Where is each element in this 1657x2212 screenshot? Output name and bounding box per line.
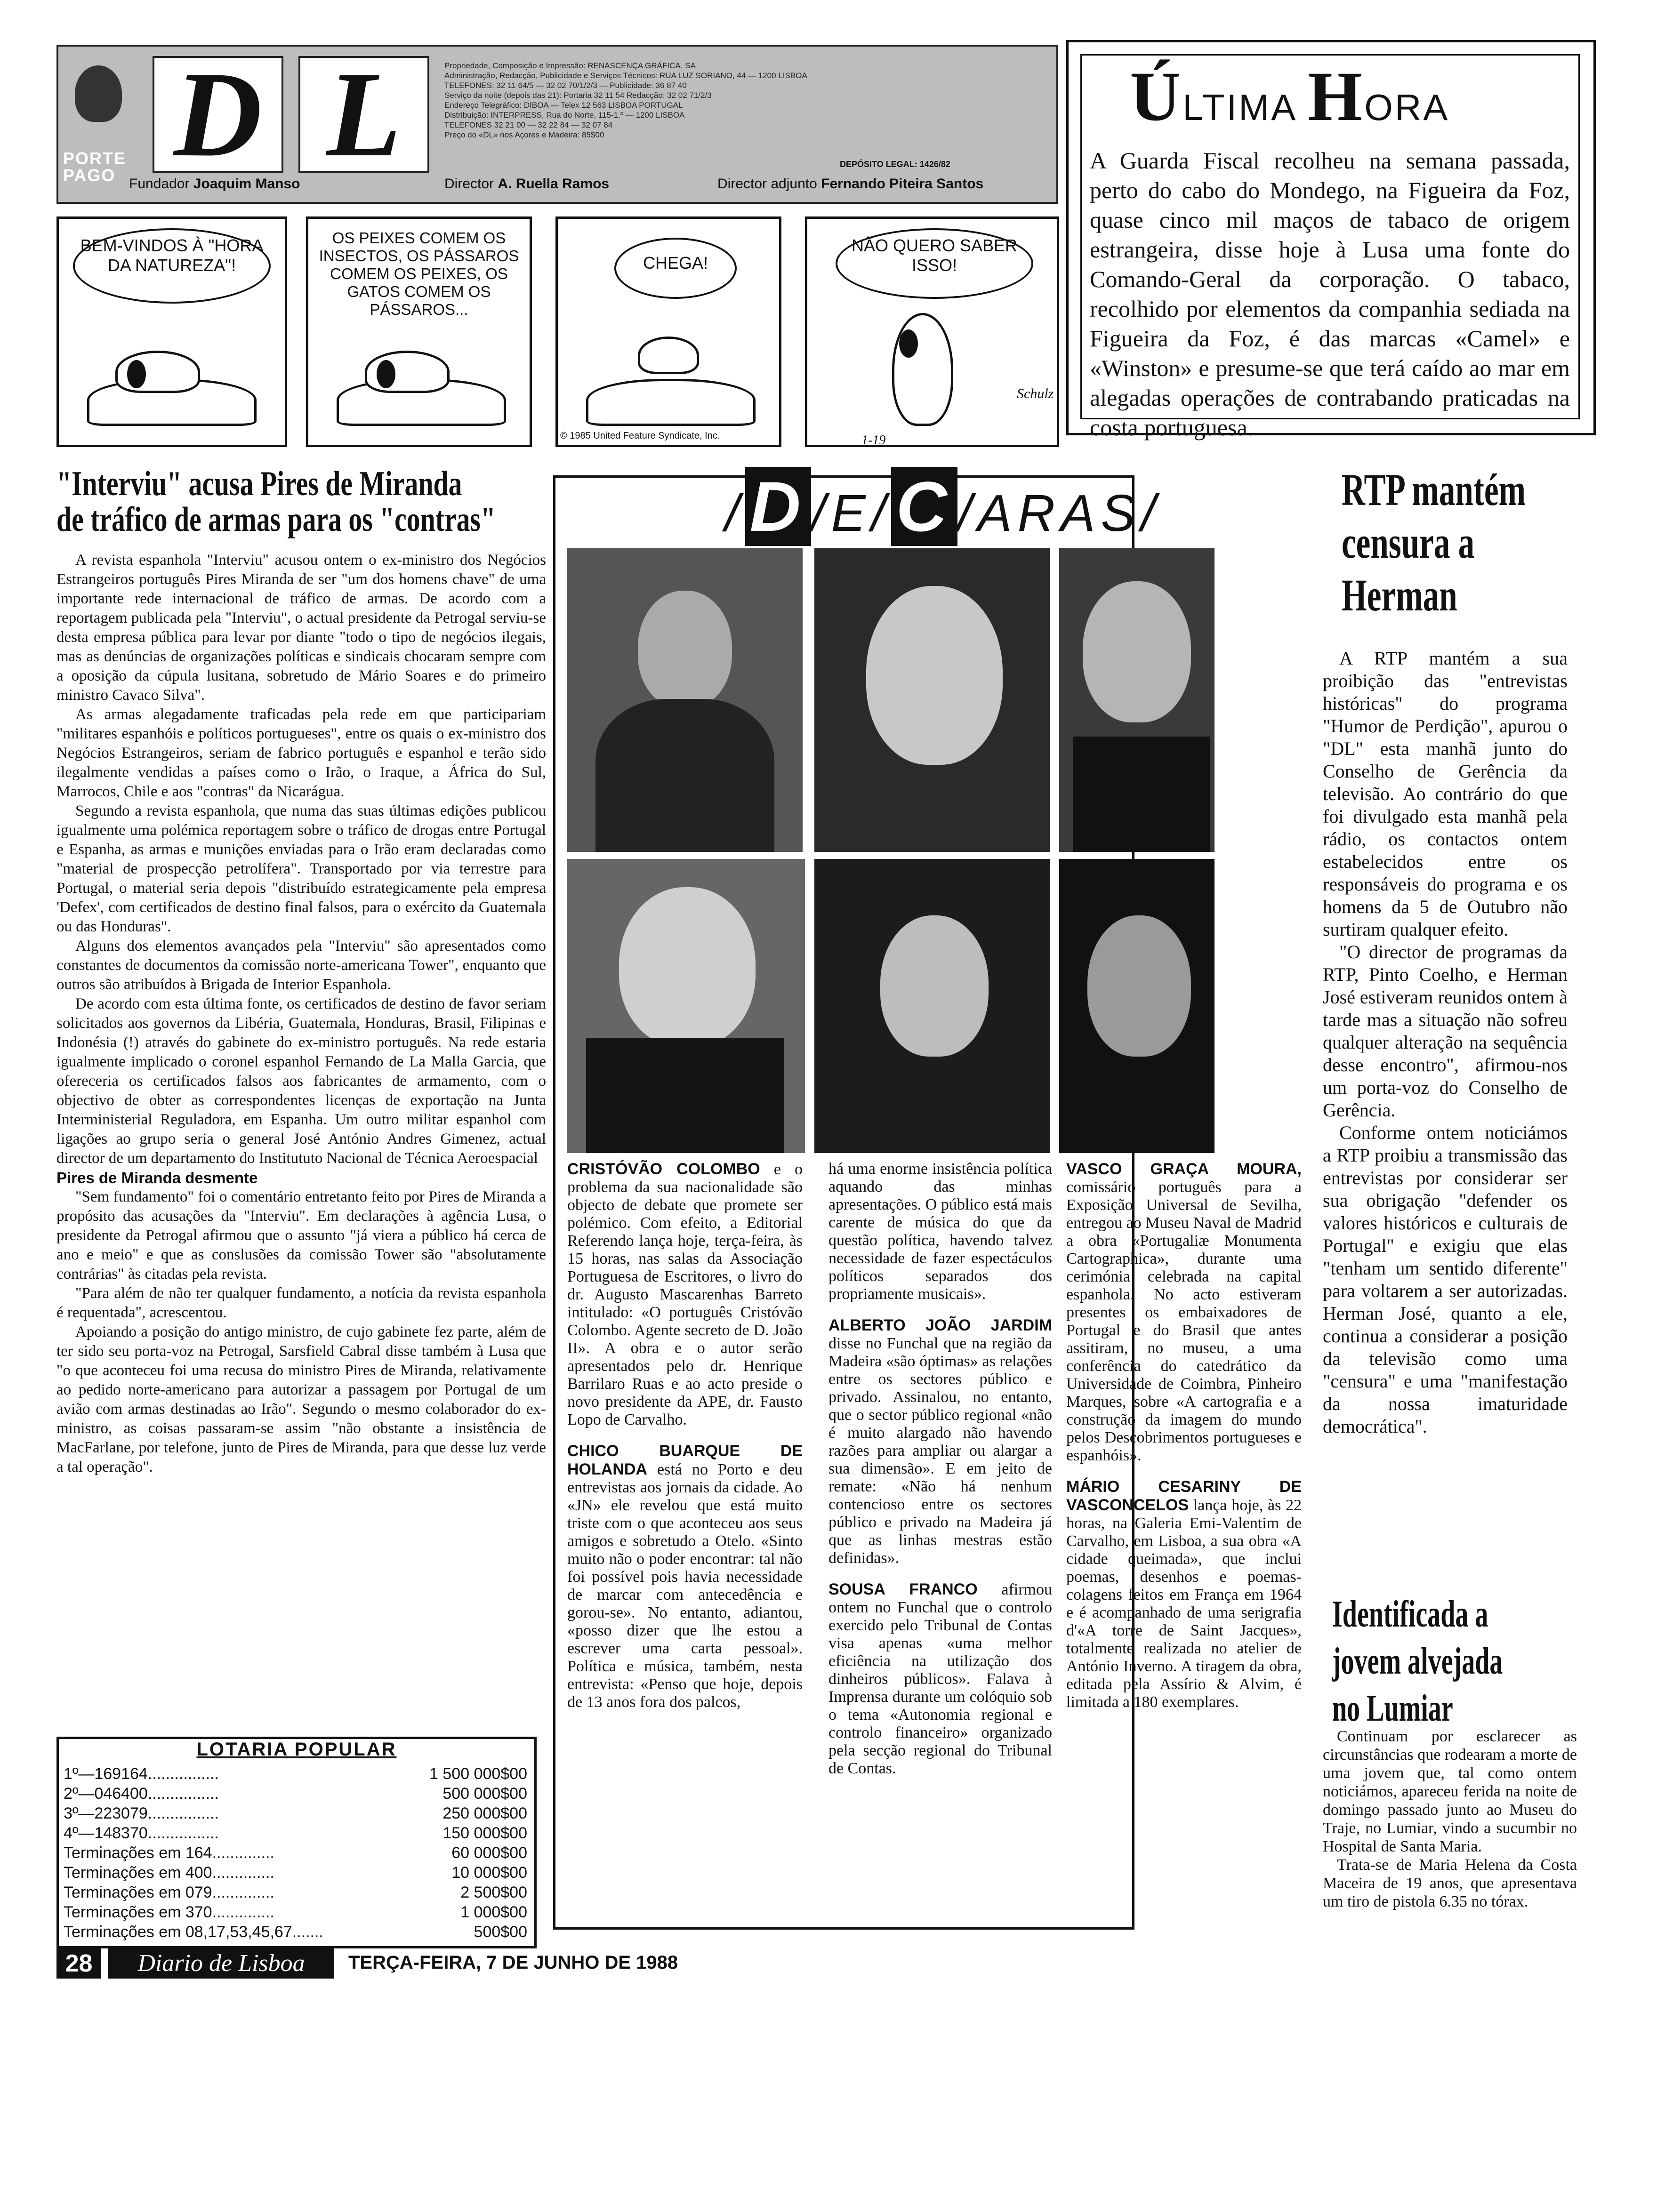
comic-panel-2 bbox=[306, 216, 532, 447]
page-footer bbox=[56, 1948, 904, 1981]
article-paragraph: Conforme ontem noticiámos a RTP proibiu a transmissão das entrevistas por considerar ser sua obrigação "defender os valores históricos e culturais de Portugal" e exigiu que elas "tenham um sentido diferente" para voltarem a ser autorizadas. Herman José, quanto a ele, continua a considerar a posição da televisão como uma "censura" e uma "manifestação da nossa imaturidade democrática". bbox=[1323, 1122, 1568, 1437]
porte-pago-label: PORTE PAGO bbox=[63, 149, 127, 185]
fundador-label: Fundador bbox=[129, 176, 190, 192]
article-paragraph: Trata-se de Maria Helena da Costa Maceira de 19 anos, que apresentava um tiro de pistola 6.35 no tórax. bbox=[1323, 1856, 1577, 1910]
caras-person-name: SOUSA FRANCO bbox=[828, 1580, 978, 1598]
caras-item-text: comissário português para a Exposição Universal de Sevilha, entregou ao Museu Naval de Madrid a obra «Portugaliæ Monumenta Cartographica», durante uma cerimónia celebrada na capital espanhola. No acto estiveram presentes os embaixadores de Portugal e do Brasil que antes assitiram, no museu, a uma conferência do catedrático da Universidade de Coimbra, Pinheiro Marques, sobre «A cartografia e a construção da imagem do mundo pelos Descobrimentos portugueses e espanhóis». bbox=[1066, 1178, 1302, 1464]
director-adjunto-name: Fernando Piteira Santos bbox=[821, 176, 984, 192]
director-name: A. Ruella Ramos bbox=[498, 176, 610, 192]
lotaria-row bbox=[64, 1923, 527, 1940]
caras-column-1 bbox=[567, 1160, 803, 1724]
interviu-headline-line-1: "Interviu" acusa Pires de Miranda bbox=[56, 465, 462, 503]
caras-person-name: MÁRIO CESARINY DE VASCONCELOS bbox=[1066, 1478, 1302, 1514]
article-subhead: Pires de Miranda desmente bbox=[56, 1169, 258, 1186]
ultima-hora-title-h: H bbox=[1307, 57, 1365, 136]
director-adjunto-credit bbox=[717, 176, 983, 192]
masthead-info-line: TELEFONES 32 21 00 — 32 22 84 — 32 07 84 bbox=[444, 120, 613, 129]
de-caras-title: /D/E/C/ARAS/ bbox=[725, 467, 1161, 546]
lotaria-row-value: 2 500$00 bbox=[460, 1883, 527, 1901]
caras-item bbox=[828, 1316, 1052, 1567]
caras-person-name: CRISTÓVÃO COLOMBO bbox=[567, 1160, 760, 1178]
photo-alberto-joao-jardim bbox=[1059, 548, 1215, 852]
article-paragraph: De acordo com esta última fonte, os certificados de destino de favor seriam solicitados aos governos da Libéria, Guatemala, Honduras, Brasil, Filipinas e Indonésia (!) através do gabinete do ex-ministro português. Na rede estaria igualmente implicado o coronel espanhol Fernando de La Malla Garcia, que ofereceria os certificados falsos aos fabricantes de armamento, com o objectivo de obter as correspondentes licenças de exportação na Junta Interministerial Reguladora, em Espanha. Um outro militar espanhol com ligações ao grupo seria o general José António Andres Gimenez, actual director de um departamento do Institututo Nacional de Técnica Aeroespacial bbox=[56, 995, 546, 1167]
article-paragraph: Apoiando a posição do antigo ministro, de cujo gabinete fez parte, além de ter sido seu porta-voz na Petrogal, Sarsfield Cabral disse também à Lusa que "o que aconteceu foi uma recusa do ministro Pires de Miranda, relativamente ao pedido norte-americano para autorizar a passagem por Portugal de um avião com armas destinadas ao Irão". Segundo o mesmo colaborador do ex-ministro, as coisas passaram-se assim "não obstante a insistência de MacFarlane, por telefone, junto de Pires de Miranda, para que desse luz verde a tal operação". bbox=[56, 1323, 546, 1475]
caras-item-text: está no Porto e deu entrevistas aos jornais da cidade. Ao «JN» ele revelou que está muito triste com o que aconteceu aos seus amigos e sobretudo a Otelo. «Sinto muito não o poder encontrar: tal não foi possível pois havia necessidade de marcar com antecedência e gorou-se». No entanto, adiantou, «posso dizer que lhe estou a escrever uma carta pessoal». Política e música, também, nesta entrevista: «Penso que hoje, depois de 13 anos fora dos palcos, bbox=[567, 1461, 803, 1711]
snoopy-icon bbox=[115, 351, 200, 393]
director-adjunto-label: Director adjunto bbox=[717, 176, 817, 192]
article-paragraph: "Para além de não ter qualquer fundamento, a notícia da revista espanhola é requentada", acrescentou. bbox=[56, 1285, 546, 1321]
ultima-hora-text: A Guarda Fiscal recolheu na semana passada, perto do cabo do Mondego, na Figueira da Foz, quase cinco mil maços de tabaco de origem estrangeira, disse hoje à Lusa uma fonte do Comando-Geral da corporação. O tabaco, recolhido por elementos da companhia sediada na Figueira da Foz, é das marcas «Camel» e «Winston» e presume-se que terá caído ao mar em alegadas operações de contrabando praticadas na costa portuguesa. bbox=[1090, 147, 1570, 441]
caras-item bbox=[567, 1442, 803, 1711]
lotaria-row bbox=[64, 1765, 527, 1782]
article-paragraph: "O director de programas da RTP, Pinto Coelho, e Herman José estiveram reunidos ontem à tarde mas a situação não sofreu qualquer alteração na sequência desse encontro", afirmou-nos um porta-voz do Conselho de Gerência. bbox=[1323, 941, 1568, 1121]
masthead-info-line: Propriedade, Composição e Impressão: RENASCENÇA GRÁFICA, SA bbox=[444, 61, 696, 70]
snoopy-standing-icon bbox=[892, 313, 953, 426]
caras-item bbox=[567, 1160, 803, 1429]
director-credit bbox=[444, 176, 609, 192]
lotaria-row-value: 1 000$00 bbox=[460, 1903, 527, 1921]
masthead-letter-l: L bbox=[298, 56, 429, 173]
deposito-legal: DEPÓSITO LEGAL: 1426/82 bbox=[840, 160, 950, 169]
coat-of-arms-icon bbox=[75, 65, 122, 122]
article-paragraph: Segundo a revista espanhola, que numa das suas últimas edições publicou igualmente uma polémica reportagem sobre o tráfico de drogas entre Portugal e Espanha, as armas e munições enviadas para o Irão eram declaradas como "material de prospecção petrolífera". Transportado por via terrestre para Portugal, o material seria depois "distribuído estrategicamente pela empresa 'Defex', com certificados de destino final falsos, para o exército da Guatemala ou das Honduras". bbox=[56, 802, 546, 935]
masthead-info-line: Preço do «DL» nos Açores e Madeira: 85$00 bbox=[444, 130, 604, 139]
lotaria-row-label: Terminações em 370.............. bbox=[64, 1903, 274, 1921]
lotaria-row-label: 3º—223079................ bbox=[64, 1804, 219, 1822]
lotaria-row-label: Terminações em 164.............. bbox=[64, 1844, 274, 1862]
newspaper-name: Diario de Lisboa bbox=[108, 1948, 334, 1979]
caras-person-name: CHICO BUARQUE DE HOLANDA bbox=[567, 1442, 803, 1478]
lotaria-row-label: Terminações em 400.............. bbox=[64, 1864, 274, 1882]
lotaria-row-value: 500 000$00 bbox=[442, 1785, 527, 1803]
lotaria-row-label: Terminações em 08,17,53,45,67....... bbox=[64, 1923, 323, 1941]
lotaria-title: LOTARIA POPULAR bbox=[196, 1739, 397, 1760]
photo-sousa-franco bbox=[567, 859, 805, 1153]
photo-mario-cesariny bbox=[1059, 859, 1215, 1153]
lotaria-row-value: 1 500 000$00 bbox=[429, 1765, 527, 1783]
ultima-hora-title bbox=[1130, 57, 1450, 143]
issue-date: TERÇA-FEIRA, 7 DE JUNHO DE 1988 bbox=[348, 1952, 678, 1973]
masthead-letter-d: D bbox=[153, 56, 283, 173]
caras-item bbox=[1066, 1160, 1302, 1465]
lotaria-row bbox=[64, 1884, 527, 1901]
lotaria-row-value: 500$00 bbox=[474, 1923, 527, 1941]
caras-column-3 bbox=[1066, 1160, 1302, 1724]
lotaria-row-label: 2º—046400................ bbox=[64, 1785, 219, 1803]
caras-item-text: há uma enorme insistência política aquando das minhas apresentações. O público está mais carente de música do que da questão política, havendo talvez necessidade de fazer espectáculos políticos separados dos propriamente musicais». bbox=[828, 1160, 1052, 1303]
caras-title-d: D bbox=[745, 467, 811, 546]
comic-panel-4 bbox=[805, 216, 1059, 447]
comic-panel-3 bbox=[555, 216, 781, 447]
lotaria-row-label: Terminações em 079.............. bbox=[64, 1883, 274, 1901]
caras-item-text: lança hoje, às 22 horas, na Galeria Emi-Valentim de Carvalho, em Lisboa, a sua obra «A cidade queimada», que inclui poemas, desenhos e poemas-colagens feitos em França em 1964 e é acompanhado de uma serigrafia d'«A torre de Saint Jacques», totalmente realizada no atelier de António Inverno. A tiragem da obra, editada pela Assírio & Alvim, é limitada a 180 exemplares. bbox=[1066, 1497, 1302, 1711]
ultima-hora-title-ora: ORA bbox=[1364, 87, 1450, 128]
snoopy-icon bbox=[365, 351, 450, 393]
caras-item bbox=[828, 1580, 1052, 1778]
doghouse-roof-icon bbox=[586, 379, 756, 426]
caras-item-text: e o problema da sua nacionalidade são objecto de debate que promete ser polémico. Com efeito, a Editorial Referendo lança hoje, terça-feira, às 15 horas, nas salas da Associação Portuguesa de Escritores, o livro do dr. Augusto Mascarenhas Barreto intitulado: «O português Cristóvão Colombo. Agente secreto de D. João II». A obra e o autor serão apresentados pelo dr. Henrique Barrilaro Ruas e ao acto preside o novo presidente da APE, dr. Fausto Lopo de Carvalho. bbox=[567, 1161, 803, 1428]
page-number: 28 bbox=[56, 1948, 101, 1979]
identificada-article-body bbox=[1323, 1727, 1577, 1911]
snoopy-icon bbox=[638, 337, 699, 374]
article-paragraph: As armas alegadamente traficadas pela rede em que participariam "militares espanhóis e políticos portugueses", entre os quais o ex-ministro dos Negócios Estrangeiros, seriam de fabrico português e espanhol e terão sido ilegalmente vendidas a países como o Irão, o Iraque, a África do Sul, Marrocos, Chile e aos "contras" da Nicarágua. bbox=[56, 706, 546, 800]
article-paragraph: Alguns dos elementos avançados pela "Interviu" são apresentados como constantes de documentos da comissão norte-americana Tower", enquanto que outros são atribuídos à Brigada de Interior Espanhola. bbox=[56, 938, 546, 993]
peanuts-comic-strip bbox=[56, 216, 1054, 449]
lotaria-row bbox=[64, 1785, 527, 1802]
caras-title-e: E bbox=[831, 484, 871, 542]
masthead-info-line: Administração, Redacção, Publicidade e Serviços Técnicos: RUA LUZ SORIANO, 44 — 1200 LISBOA bbox=[444, 71, 807, 80]
fundador-credit bbox=[129, 176, 300, 192]
lotaria-popular-box bbox=[56, 1737, 537, 1948]
caras-title-rest: ARAS bbox=[977, 484, 1141, 542]
comic-copyright: © 1985 United Feature Syndicate, Inc. bbox=[560, 431, 720, 441]
lotaria-row bbox=[64, 1864, 527, 1881]
caras-person-name: ALBERTO JOÃO JARDIM bbox=[828, 1316, 1052, 1334]
speech-bubble: OS PEIXES COMEM OS INSECTOS, OS PÁSSAROS COMEM OS PEIXES, OS GATOS COMEM OS PÁSSAROS... bbox=[319, 229, 519, 318]
lotaria-row bbox=[64, 1825, 527, 1842]
photo-chico-buarque bbox=[814, 548, 1050, 852]
comic-date-mark: 1-19 bbox=[861, 433, 886, 448]
fundador-name: Joaquim Manso bbox=[193, 176, 300, 192]
lotaria-row-value: 150 000$00 bbox=[442, 1824, 527, 1842]
speech-bubble: CHEGA! bbox=[614, 238, 737, 299]
interviu-headline-line-2: de tráfico de armas para os "contras" bbox=[56, 500, 496, 539]
lotaria-row-label: 4º—148370................ bbox=[64, 1824, 219, 1842]
caras-item bbox=[1066, 1478, 1302, 1711]
rtp-article-body bbox=[1323, 647, 1568, 1438]
masthead-info-line: Endereço Telegráfico: DIBOA — Telex 12 563 LISBOA PORTUGAL bbox=[444, 101, 683, 110]
article-paragraph: A revista espanhola "Interviu" acusou ontem o ex-ministro dos Negócios Estrangeiros português Pires Miranda de ser "um dos homens chave" de uma importante rede internacional de tráfico de armas. De acordo com a reportagem publicada pela "Interviu", o actual presidente da Petrogal serviu-se desta empresa pública para levar por diante "todo o tipo de negócios ilegais, mas as denúncias de organizações políticas e sindicais chocaram sempre com a oposição da cúpula lusitana, sobretudo de Mário Soares e do primeiro ministro Cavaco Silva". bbox=[56, 552, 546, 704]
lotaria-row bbox=[64, 1904, 527, 1921]
ultima-hora-title-ltima: LTIMA bbox=[1182, 87, 1308, 128]
lotaria-row-value: 250 000$00 bbox=[442, 1804, 527, 1822]
interviu-article-body bbox=[56, 551, 546, 1477]
caras-person-name: VASCO GRAÇA MOURA, bbox=[1066, 1160, 1302, 1178]
caras-title-c: C bbox=[891, 467, 957, 546]
director-label: Director bbox=[444, 176, 494, 192]
photo-vasco-graca-moura bbox=[814, 859, 1050, 1153]
caras-column-2 bbox=[828, 1160, 1052, 1791]
article-paragraph: Continuam por esclarecer as circunstâncias que rodearam a morte de uma jovem que, tal como ontem noticiámos, apareceu ferida na noite de domingo passado junto ao Museu do Traje, no Lumiar, vindo a sucumbir no Hospital de Santa Maria. bbox=[1323, 1728, 1577, 1855]
interviu-headline bbox=[56, 465, 496, 539]
ultima-hora-title-u: Ú bbox=[1130, 57, 1183, 136]
lotaria-row bbox=[64, 1805, 527, 1822]
speech-bubble: NÃO QUERO SABER ISSO! bbox=[836, 228, 1033, 299]
lotaria-row-value: 60 000$00 bbox=[451, 1844, 527, 1862]
masthead-info-line: Distribuição: INTERPRESS, Rua do Norte, 115-1.º — 1200 LISBOA bbox=[444, 111, 685, 120]
masthead-info-line: Serviço da noite (depois das 21): Portaria 32 11 54 Redacção: 32 02 71/2/3 bbox=[444, 91, 712, 100]
lotaria-row bbox=[64, 1844, 527, 1861]
speech-bubble: BEM-VINDOS À "HORA DA NATUREZA"! bbox=[73, 228, 271, 304]
masthead-info bbox=[444, 61, 1052, 140]
masthead-info-line: TELEFONES: 32 11 64/5 — 32 02 70/1/2/3 — Publicidade: 36 87 40 bbox=[444, 81, 687, 90]
lotaria-row-value: 10 000$00 bbox=[451, 1864, 527, 1882]
caras-item-text: afirmou ontem no Funchal que o controlo exercido pelo Tribunal de Contas visa apenas «uma melhor eficiência na utilização dos dinheiros públicos». Falava à Imprensa durante um colóquio sob o tema «Autonomia regional e controlo financeiro» organizado pela secção regional do Tribunal de Contas. bbox=[828, 1581, 1052, 1777]
comic-signature: Schulz bbox=[1017, 386, 1054, 401]
identificada-headline: Identificada a jovem alvejada no Lumiar bbox=[1332, 1594, 1503, 1729]
comic-panel-1 bbox=[56, 216, 287, 447]
masthead bbox=[56, 45, 1058, 204]
photo-cristovao-colombo bbox=[567, 548, 803, 852]
lotaria-row-label: 1º—169164................ bbox=[64, 1765, 219, 1783]
caras-item-text: disse no Funchal que na região da Madeira «são óptimas» as relações entre os sectores público e privado. Assinalou, no entanto, que o sector público regional «não é muito alargado não havendo razões para ampliar ou alargar a sua dimensão». E em jeito de remate: «Não há nenhum contencioso entre os sectores público e privado na Madeira já que as linhas mestras estão definidas». bbox=[828, 1335, 1052, 1567]
article-paragraph: A RTP mantém a sua proibição das "entrevistas históricas" do programa "Humor de Perdição", apurou o "DL" esta manhã junto do Conselho de Gerência da televisão. Ao contrário do que foi divulgado esta manhã pela rádio, os contactos ontem estabelecidos entre os responsáveis do programa e os homens da 5 de Outubro não surtiram qualquer efeito. bbox=[1323, 648, 1568, 940]
article-paragraph: "Sem fundamento" foi o comentário entretanto feito por Pires de Miranda a propósito das acusações da "Interviu". Em declarações à agência Lusa, o presidente da Petrogal afirmou que o assunto "já viera a público há cerca de ano e meio" e que as conslusões da comissão Tower são "absolutamente contrárias" às citadas pela revista. bbox=[56, 1188, 546, 1282]
rtp-headline: RTP mantém censura a Herman bbox=[1342, 465, 1526, 620]
